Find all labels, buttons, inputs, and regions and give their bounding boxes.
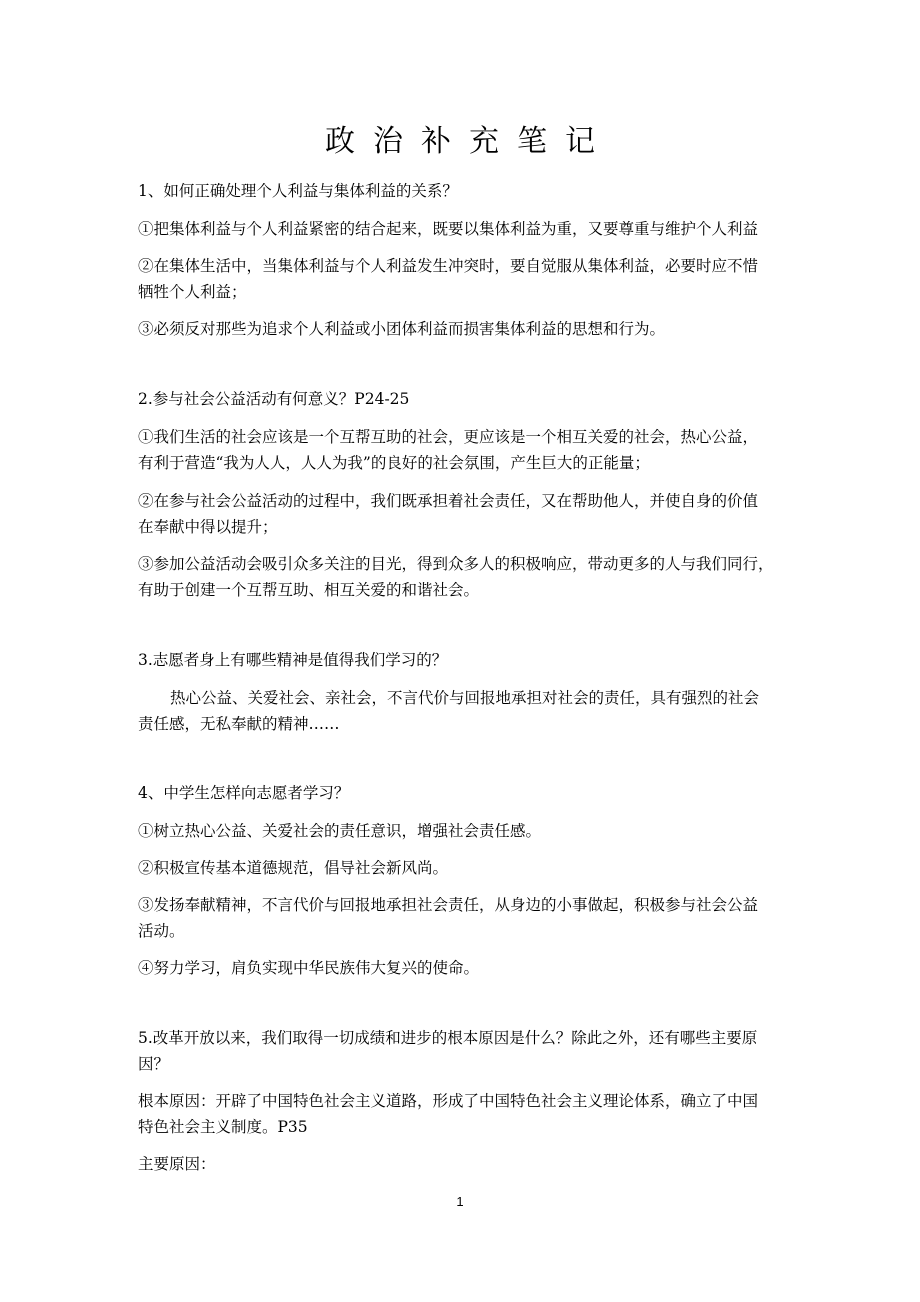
text-line: 主要原因： [138, 1155, 216, 1173]
paragraph [138, 1088, 798, 1140]
paragraph [138, 1025, 798, 1077]
text-line: 5.改革开放以来，我们取得一切成绩和进步的根本原因是什么？除此之外，还有哪些主要原 [138, 1029, 758, 1047]
page-number: 1 [456, 1194, 464, 1209]
text-line: ③发扬奉献精神，不言代价与回报地承担社会责任，从身边的小事做起，积极参与社会公益 [138, 896, 759, 914]
paragraph [138, 488, 798, 540]
text-line: ①我们生活的社会应该是一个互帮互助的社会，更应该是一个相互关爱的社会，热心公益， [138, 428, 759, 446]
paragraph [138, 855, 798, 881]
text-line: 因？ [138, 1055, 170, 1073]
paragraph [138, 386, 798, 412]
text-line: 根本原因：开辟了中国特色社会主义道路，形成了中国特色社会主义理论体系，确立了中国 [138, 1092, 759, 1110]
paragraph [138, 316, 798, 342]
paragraph [138, 1151, 798, 1177]
text-line: 1、如何正确处理个人利益与集体利益的关系？ [138, 182, 458, 200]
text-line: 责任感，无私奉献的精神…… [138, 715, 340, 733]
paragraph [138, 551, 798, 603]
paragraph [138, 955, 798, 981]
text-line: ②在集体生活中，当集体利益与个人利益发生冲突时，要自觉服从集体利益，必要时应不惜 [138, 257, 759, 275]
paragraph [138, 647, 798, 673]
text-line: ②在参与社会公益活动的过程中，我们既承担着社会责任，又在帮助他人，并使自身的价值 [138, 492, 759, 510]
paragraph [138, 780, 798, 806]
text-line: ③参加公益活动会吸引众多关注的目光，得到众多人的积极响应，带动更多的人与我们同行， [138, 555, 774, 573]
paragraph [138, 685, 798, 737]
text-line: ②积极宣传基本道德规范，倡导社会新风尚。 [138, 859, 449, 877]
text-line: 4、中学生怎样向志愿者学习？ [138, 784, 350, 802]
text-line: ①把集体利益与个人利益紧密的结合起来，既要以集体利益为重，又要尊重与维护个人利益 [138, 220, 759, 238]
text-line: 在奉献中得以提升； [138, 518, 278, 536]
paragraph [138, 818, 798, 844]
paragraph [138, 424, 798, 476]
text-line: 活动。 [138, 922, 185, 940]
paragraph [138, 892, 798, 944]
text-line: 2.参与社会公益活动有何意义？P24-25 [138, 390, 410, 408]
text-line: 有助于创建一个互帮互助、相互关爱的和谐社会。 [138, 581, 480, 599]
paragraph [138, 253, 798, 305]
text-line: ①树立热心公益、关爱社会的责任意识，增强社会责任感。 [138, 822, 542, 840]
text-line: ③必须反对那些为追求个人利益或小团体利益而损害集体利益的思想和行为。 [138, 320, 666, 338]
text-line: 特色社会主义制度。P35 [138, 1118, 308, 1136]
text-line: 有利于营造“我为人人，人人为我”的良好的社会氛围，产生巨大的正能量； [138, 454, 650, 472]
paragraph [138, 216, 798, 242]
text-line: 牺牲个人利益； [138, 283, 247, 301]
paragraph [138, 178, 798, 204]
text-line: 热心公益、关爱社会、亲社会，不言代价与回报地承担对社会的责任，具有强烈的社会 [170, 689, 760, 707]
page-title: 政治补充笔记 [325, 124, 613, 159]
text-line: 3.志愿者身上有哪些精神是值得我们学习的？ [138, 651, 448, 669]
text-line: ④努力学习，肩负实现中华民族伟大复兴的使命。 [138, 959, 480, 977]
